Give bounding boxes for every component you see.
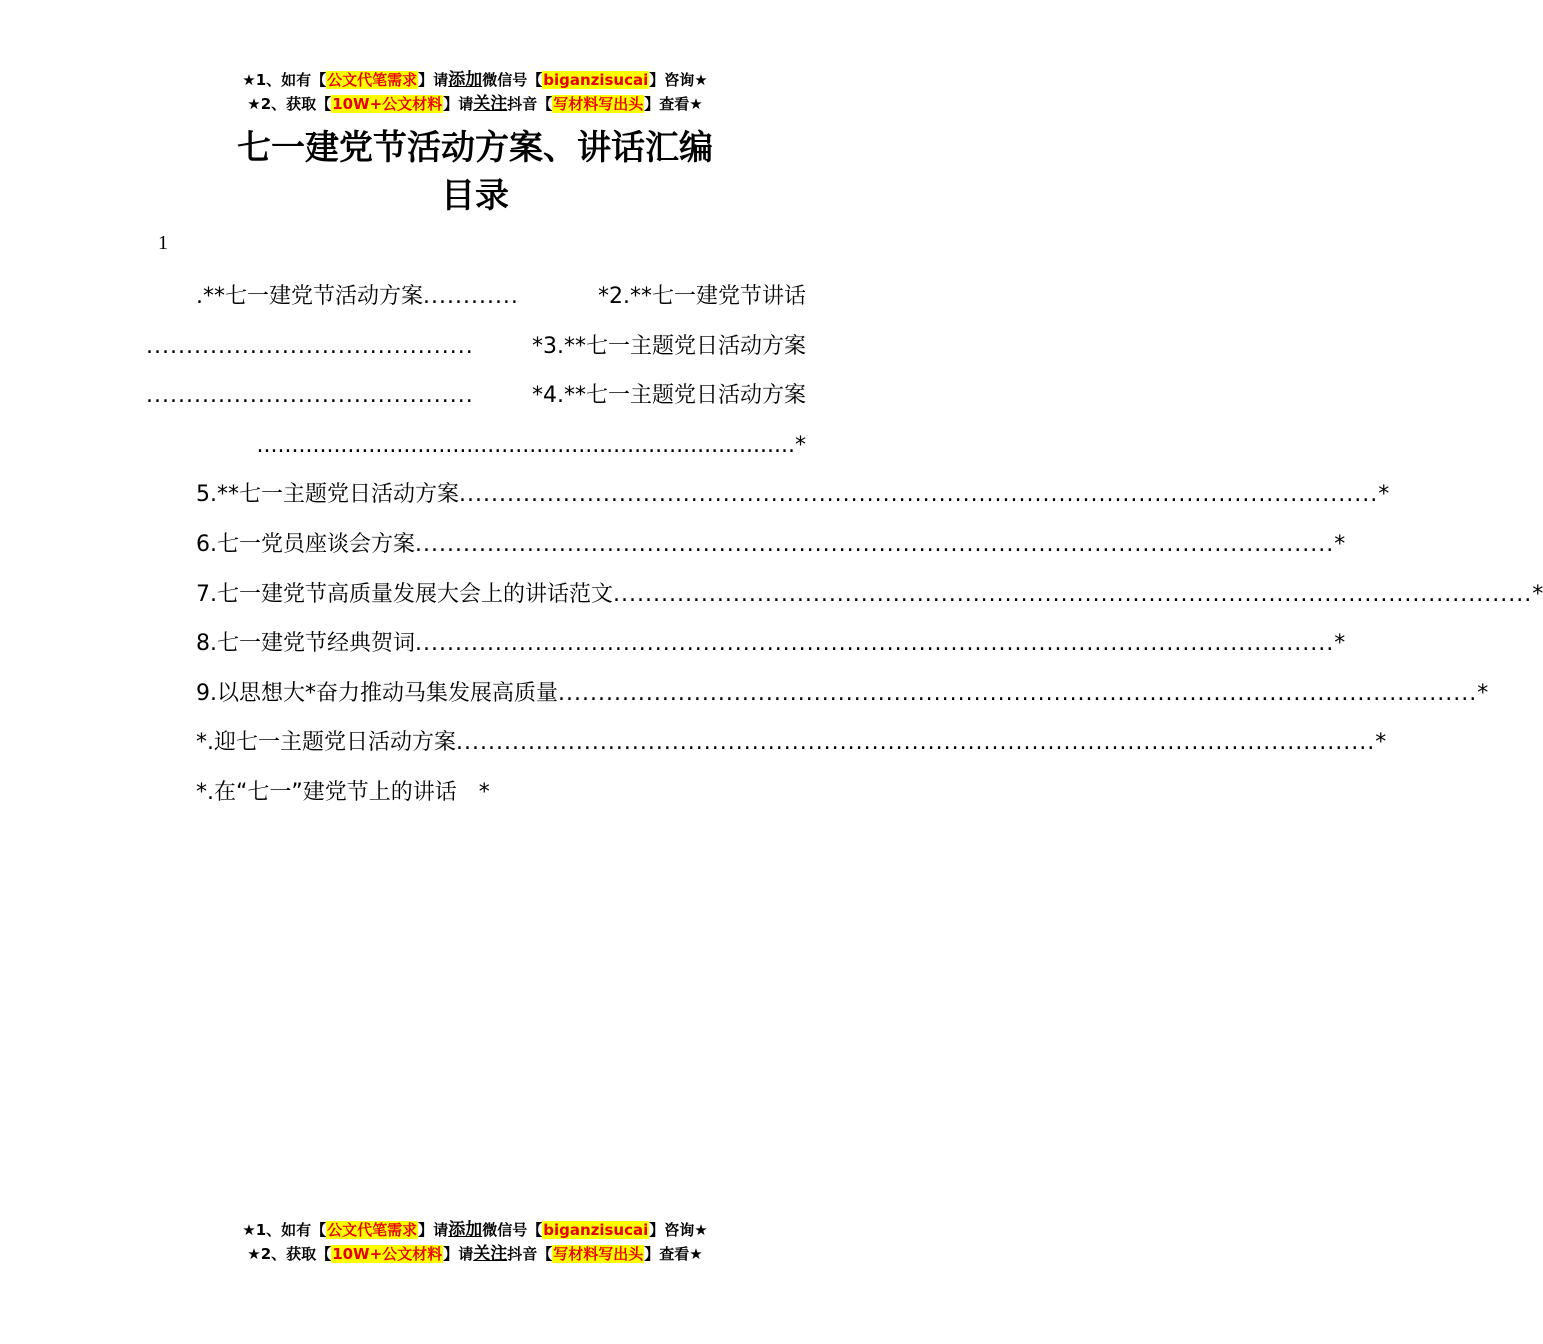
banner-line-1 <box>0 1218 950 1242</box>
toc-entry[interactable]: 6.七一党员座谈会方案 <box>196 531 415 557</box>
toc-page-ref: * <box>1334 531 1346 557</box>
banner-underline: 关注 <box>473 1244 508 1264</box>
toc-page-ref: * <box>1375 730 1387 756</box>
toc-entry[interactable]: *4.**七一主题党日活动方案 <box>532 383 806 409</box>
banner-text: ★2、获取【 <box>247 1245 332 1263</box>
banner-text: 】查看★ <box>644 95 703 113</box>
banner-underline: 关注 <box>473 94 508 114</box>
toc-dots: ................................................................................................................... <box>459 482 1379 508</box>
banner-text: 】请 <box>443 1245 474 1263</box>
toc-dots: ................................................................................................................... <box>456 730 1376 756</box>
toc-row <box>146 669 1489 719</box>
banner-text: 】咨询★ <box>649 71 708 89</box>
banner-highlight: 公文代笔需求 <box>327 71 418 89</box>
toc-row <box>146 619 1346 669</box>
banner-text: 】请 <box>443 95 474 113</box>
toc-row <box>146 718 1387 768</box>
banner-wechat-id: biganzisucai <box>543 71 649 89</box>
banner-text: ★2、获取【 <box>247 95 332 113</box>
toc-dots: ............ <box>423 284 519 309</box>
toc-entry[interactable]: *2.**七一建党节讲话 <box>598 284 806 309</box>
banner-line-1 <box>0 68 950 92</box>
banner-douyin-id: 写材料写出头 <box>553 1245 644 1263</box>
banner-douyin-id: 写材料写出头 <box>553 95 644 113</box>
banner-highlight: 10W+公文材料 <box>332 95 443 113</box>
toc-row <box>146 768 806 818</box>
toc-page-ref: * <box>1378 482 1390 508</box>
toc-entry[interactable]: 8.七一建党节经典贺词 <box>196 631 415 657</box>
toc-dots: ................................................................................................................... <box>613 581 1533 607</box>
toc-entry[interactable]: 5.**七一主题党日活动方案 <box>196 482 459 508</box>
toc-row <box>146 421 806 471</box>
toc-entry[interactable]: *.迎七一主题党日活动方案 <box>196 730 456 756</box>
banner-highlight: 10W+公文材料 <box>332 1245 443 1263</box>
toc-dots: ......................................... <box>146 333 474 359</box>
banner-text: 抖音【 <box>507 95 553 113</box>
toc-dots: .............................................................................* <box>256 432 806 458</box>
toc-dots: ................................................................................................................... <box>415 531 1335 557</box>
page-number: 1 <box>158 232 168 254</box>
banner-underline: 添加 <box>448 1220 483 1240</box>
banner-wechat-id: biganzisucai <box>543 1221 649 1239</box>
banner-underline: 添加 <box>448 70 483 90</box>
toc-entry[interactable]: 7.七一建党节高质量发展大会上的讲话范文 <box>196 581 613 607</box>
table-of-contents <box>146 272 1543 818</box>
toc-heading: 目录 <box>441 176 509 216</box>
banner-text: ★1、如有【 <box>242 1221 327 1239</box>
banner-text: 】请 <box>418 1221 449 1239</box>
toc-page-ref: * <box>1532 581 1543 607</box>
banner-text: 抖音【 <box>507 1245 553 1263</box>
toc-row <box>146 470 1390 520</box>
toc-entry[interactable]: .**七一建党节活动方案 <box>196 284 423 309</box>
document-title: 七一建党节活动方案、讲话汇编 <box>237 128 713 168</box>
banner-text: 】查看★ <box>644 1245 703 1263</box>
banner-line-2 <box>0 92 950 116</box>
toc-dots: ................................................................................................................... <box>415 631 1335 657</box>
banner-text: 微信号【 <box>482 71 543 89</box>
banner-text: 微信号【 <box>482 1221 543 1239</box>
banner-text: 】请 <box>418 71 449 89</box>
banner-text: 】咨询★ <box>649 1221 708 1239</box>
footer-banner <box>0 1218 950 1266</box>
banner-text: ★1、如有【 <box>242 71 327 89</box>
toc-entry[interactable]: 9.以思想大*奋力推动马集发展高质量 <box>196 680 558 706</box>
banner-line-2 <box>0 1242 950 1266</box>
toc-dots: ......................................... <box>146 383 474 409</box>
toc-row <box>146 272 806 322</box>
toc-page-ref: * <box>1477 680 1489 706</box>
toc-entry[interactable]: *.在“七一”建党节上的讲话 * <box>196 779 490 805</box>
toc-row <box>146 371 806 421</box>
toc-entry[interactable]: *3.**七一主题党日活动方案 <box>532 333 806 359</box>
toc-row <box>146 322 806 372</box>
toc-dots: ................................................................................................................... <box>558 680 1478 706</box>
toc-row <box>146 570 1543 620</box>
banner-highlight: 公文代笔需求 <box>327 1221 418 1239</box>
header-banner <box>0 68 950 116</box>
toc-row <box>146 520 1346 570</box>
toc-page-ref: * <box>1334 631 1346 657</box>
